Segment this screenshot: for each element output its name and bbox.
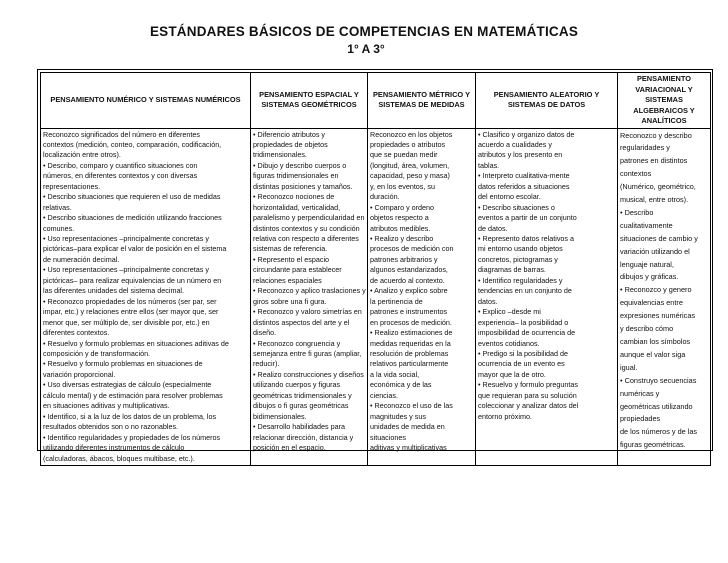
standards-table — [40, 72, 711, 466]
cell-aleatorio — [476, 128, 618, 466]
cell-text-line: diferentes contextos. — [43, 328, 110, 338]
cell-text-line: numéricas y — [620, 388, 660, 398]
cell-text-line: • Reconozco y genero — [620, 285, 692, 295]
cell-text-line: en procesos de medición. — [370, 317, 452, 327]
cell-text-line: bidimensionales. — [253, 411, 307, 421]
cell-text-line: variación proporcional. — [43, 369, 116, 379]
cell-text-line: relativa con respecto a diferentes — [253, 234, 359, 244]
cell-text-line: relativas. — [43, 202, 72, 212]
cell-text-line: números, en diferentes contextos y con diversas — [43, 171, 198, 181]
cell-text-line: y describo cómo — [620, 324, 674, 334]
cell-text-line: • Resuelvo y formulo problemas en situaciones aditivas de — [43, 338, 229, 348]
cell-text-line: posición en el espacio. — [253, 443, 326, 453]
cell-text-line: • Clasifico y organizo datos de — [478, 129, 575, 139]
cell-text-line: • Reconozco el uso de las — [370, 401, 453, 411]
cell-text-line: • Reconozco nociones de — [253, 192, 335, 202]
cell-text-line: equivalencias entre — [620, 298, 683, 308]
cell-text-line: del entorno escolar. — [478, 192, 541, 202]
cell-text-line: • Reconozco propiedades de los números (ser par, ser — [43, 296, 217, 306]
cell-text-line: • Describo situaciones o — [478, 202, 555, 212]
cell-text-line: contextos (medición, conteo, comparación, codificación, — [43, 139, 222, 149]
cell-text-line: • Describo — [620, 207, 654, 217]
cell-text-line: objetos respecto a — [370, 213, 429, 223]
cell-text-line: • Resuelvo y formulo preguntas — [478, 380, 578, 390]
cell-text-line: dibujos y gráficas. — [620, 272, 679, 282]
cell-text-line: • Identifico, si a la luz de los datos de un problema, los — [43, 411, 217, 421]
cell-text-line: comunes. — [43, 223, 75, 233]
cell-text-line: circundante para establecer — [253, 265, 342, 275]
cell-text-line: la pertinencia de — [370, 296, 423, 306]
cell-text-line: atributos y los presento en — [478, 150, 563, 160]
cell-text-line: ciencias. — [370, 390, 398, 400]
cell-text-line: • Realizo construcciones y diseños — [253, 369, 364, 379]
cell-text-line: • Identifico regularidades y — [478, 275, 563, 285]
cell-text-line: concretos, pictogramas y — [478, 254, 558, 264]
cell-text-line: relaciones espaciales — [253, 275, 322, 285]
cell-text-line: contextos — [620, 169, 652, 179]
cell-espacial — [251, 128, 368, 466]
cell-text-line: patrones e instrumentos — [370, 307, 448, 317]
cell-text-line: datos referidos a situaciones — [478, 181, 570, 191]
cell-text-line: procesos de medición con — [370, 244, 454, 254]
cell-text-line: aditivas y multiplicativas — [370, 443, 447, 453]
cell-text-line: • Diferencio atributos y — [253, 129, 326, 139]
cell-text-line: igual. — [620, 362, 638, 372]
cell-text-line: distintos contextos y su condición — [253, 223, 360, 233]
cell-text-line: • Comparo y ordeno — [370, 202, 435, 212]
cell-text-line: experiencia– la posibilidad o — [478, 317, 569, 327]
cell-text-line: • Analizo y explico sobre — [370, 286, 448, 296]
cell-text-line: de los números y de las — [620, 427, 698, 437]
cell-text-line: localización entre otros). — [43, 150, 121, 160]
cell-text-line: en situaciones aditivas y multiplicativas. — [43, 401, 170, 411]
cell-text-line: representaciones. — [43, 181, 101, 191]
cell-text-line: tendencias en un conjunto de — [478, 286, 572, 296]
cell-text-line: duración. — [370, 192, 400, 202]
cell-text-line: • Explico –desde mi — [478, 307, 541, 317]
cell-text-line: imposibilidad de ocurrencia de — [478, 328, 576, 338]
cell-text-line: • Resuelvo y formulo problemas en situaciones de — [43, 359, 203, 369]
cell-text-line: • Describo situaciones de medición utilizando fracciones — [43, 213, 222, 223]
cell-text-line: expresiones numéricas — [620, 311, 696, 321]
cell-text-line: relacionar dirección, distancia y — [253, 432, 354, 442]
cell-text-line: figuras tridimensionales en — [253, 171, 339, 181]
cell-text-line: • Represento el espacio — [253, 254, 330, 264]
cell-text-line: variación utilizando el — [620, 246, 690, 256]
cell-text-line: acuerdo a cualidades y — [478, 139, 552, 149]
cell-text-line: pictóricas–para explicar el valor de posición en el sistema — [43, 244, 227, 254]
cell-text-line: • Represento datos relativos a — [478, 234, 575, 244]
cell-text-line: que requieran para su solución — [478, 390, 577, 400]
cell-text-line: composición y de transformación. — [43, 349, 151, 359]
cell-text-line: • Desarrollo habilidades para — [253, 422, 346, 432]
cell-text-line: tridimensionales. — [253, 150, 307, 160]
cell-text-line: atributos medibles. — [370, 223, 431, 233]
cell-text-line: • Predigo si la posibilidad de — [478, 349, 569, 359]
cell-text-line: giros sobre una fi gura. — [253, 296, 327, 306]
cell-text-line: que se puedan medir — [370, 150, 438, 160]
cell-text-line: económica y de las — [370, 380, 432, 390]
table-body-row — [41, 128, 711, 466]
cell-text-line: diagramas de barras. — [478, 265, 546, 275]
cell-text-line: geométricas tridimensionales y — [253, 390, 352, 400]
cell-text-line: diseño. — [253, 328, 277, 338]
cell-text-line: capacidad, peso y masa) — [370, 171, 450, 181]
cell-text-line: impar, etc.) y relaciones entre ellos (ser mayor que, ser — [43, 307, 219, 317]
cell-text-line: datos. — [478, 296, 498, 306]
cell-text-line: resultados obtenidos son o no razonables. — [43, 422, 179, 432]
cell-text-line: de acuerdo al contexto. — [370, 275, 445, 285]
cell-text-line: • Reconozco y valoro simetrías en — [253, 307, 362, 317]
cell-text-line: reducir). — [253, 359, 280, 369]
cell-text-line: semejanza entre fi guras (ampliar, — [253, 349, 362, 359]
cell-text-line: coleccionar y analizar datos del — [478, 401, 579, 411]
cell-text-line: • Uso representaciones –principalmente concretas y — [43, 265, 209, 275]
cell-text-line: lenguaje natural, — [620, 259, 674, 269]
cell-text-line: medidas requeridas en la — [370, 338, 451, 348]
table-header-row — [41, 73, 711, 129]
cell-text-line: • Construyo secuencias — [620, 375, 697, 385]
cell-text-line: y, en los eventos, su — [370, 181, 435, 191]
cell-text-line: pictóricas– para realizar equivalencias de un número en — [43, 275, 222, 285]
cell-text-line: entorno próximo. — [478, 411, 532, 421]
cell-text-line: eventos cotidianos. — [478, 338, 540, 348]
cell-text-line: dibujos o fi guras geométricas — [253, 401, 349, 411]
cell-text-line: menor que, ser múltiplo de, ser divisible por, etc.) en — [43, 317, 210, 327]
cell-text-line: • Describo, comparo y cuantifico situaciones con — [43, 160, 198, 170]
cell-text-line: mi entorno usando objetos — [478, 244, 563, 254]
cell-text-line: patrones arbitrarios y — [370, 254, 438, 264]
cell-text-line: • Identifico regularidades y propiedades de los números — [43, 432, 221, 442]
cell-text-line: mayor que la de otro. — [478, 369, 546, 379]
cell-text-line: cualitativamente — [620, 220, 673, 230]
cell-text-line: • Reconozco congruencia y — [253, 338, 341, 348]
header-aleatorio: PENSAMIENTO ALEATORIO Y SISTEMAS DE DATOS — [476, 73, 618, 129]
cell-text-line: distintos aspectos del arte y el — [253, 317, 350, 327]
cell-text-line: • Realizo estimaciones de — [370, 328, 453, 338]
cell-text-line: paralelismo y perpendicularidad en — [253, 213, 365, 223]
cell-text-line: aunque el valor siga — [620, 349, 686, 359]
cell-text-line: Reconozco significados del número en diferentes — [43, 129, 201, 139]
cell-text-line: tablas. — [478, 160, 500, 170]
cell-text-line: • Reconozco y aplico traslaciones y — [253, 286, 366, 296]
cell-metrico — [368, 128, 476, 466]
cell-text-line: • Dibujo y describo cuerpos o — [253, 160, 347, 170]
cell-text-line: cálculo mental) y de estimación para resolver problemas — [43, 390, 223, 400]
cell-text-line: musical, entre otros). — [620, 195, 689, 205]
page-title: ESTÁNDARES BÁSICOS DE COMPETENCIAS EN MATEMÁTICAS — [149, 24, 579, 39]
cell-text-line: • Realizo y describo — [370, 234, 434, 244]
cell-text-line: magnitudes y sus — [370, 411, 426, 421]
cell-text-line: Reconozco en los objetos — [370, 129, 453, 139]
cell-text-line: • Uso diversas estrategias de cálculo (especialmente — [43, 380, 212, 390]
cell-text-line: • Uso representaciones –principalmente concretas y — [43, 234, 209, 244]
cell-text-line: propiedades — [620, 414, 661, 424]
cell-text-line: a la vida social, — [370, 369, 420, 379]
cell-variacional — [618, 128, 711, 466]
cell-text-line: resolución de problemas — [370, 349, 449, 359]
cell-text-line: de datos. — [478, 223, 508, 233]
cell-text-line: relativos particularmente — [370, 359, 449, 369]
cell-text-line: las diferentes unidades del sistema decimal. — [43, 286, 185, 296]
cell-text-line: utilizando cuerpos y figuras — [253, 380, 341, 390]
header-espacial: PENSAMIENTO ESPACIAL Y SISTEMAS GEOMÉTRICOS — [251, 73, 368, 129]
cell-text-line: distintas posiciones y tamaños. — [253, 181, 353, 191]
cell-text-line: eventos a partir de un conjunto — [478, 213, 577, 223]
cell-text-line: Reconozco y describo — [620, 130, 692, 140]
cell-text-line: algunos estandarizados, — [370, 265, 448, 275]
cell-text-line: sistemas de referencia. — [253, 244, 328, 254]
cell-text-line: ocurrencia de un evento es — [478, 359, 565, 369]
cell-text-line: geométricas utilizando — [620, 401, 693, 411]
cell-text-line: horizontalidad, verticalidad, — [253, 202, 341, 212]
cell-text-line: (calculadoras, ábacos, bloques multibase, etc.). — [43, 453, 195, 463]
cell-text-line: de numeración decimal. — [43, 254, 120, 264]
cell-text-line: unidades de medida en — [370, 422, 445, 432]
cell-numerico — [41, 128, 251, 466]
cell-text-line: (Numérico, geométrico, — [620, 182, 696, 192]
cell-text-line: situaciones — [370, 432, 406, 442]
header-metrico: PENSAMIENTO MÉTRICO Y SISTEMAS DE MEDIDAS — [368, 73, 476, 129]
header-numerico: PENSAMIENTO NUMÉRICO Y SISTEMAS NUMÉRICOS — [41, 73, 251, 129]
cell-text-line: • Describo situaciones que requieren el uso de medidas — [43, 192, 221, 202]
cell-text-line: patrones en distintos — [620, 156, 688, 166]
cell-text-line: situaciones de cambio y — [620, 233, 698, 243]
cell-text-line: utilizando diferentes instrumentos de cálculo — [43, 443, 185, 453]
cell-text-line: (longitud, área, volumen, — [370, 160, 450, 170]
page-subtitle: 1° A 3° — [347, 42, 385, 56]
cell-text-line: regularidades y — [620, 143, 670, 153]
cell-text-line: propiedades o atributos — [370, 139, 446, 149]
cell-text-line: cambian los símbolos — [620, 337, 691, 346]
cell-text-line: • Interpreto cualitativa-mente — [478, 171, 570, 181]
cell-text-line: figuras geométricas. — [620, 440, 686, 450]
header-variacional: PENSAMIENTO VARIACIONAL Y SISTEMAS ALGEBRAICOS Y ANALÍTICOS — [618, 73, 711, 129]
cell-text-line: propiedades de objetos — [253, 139, 328, 149]
